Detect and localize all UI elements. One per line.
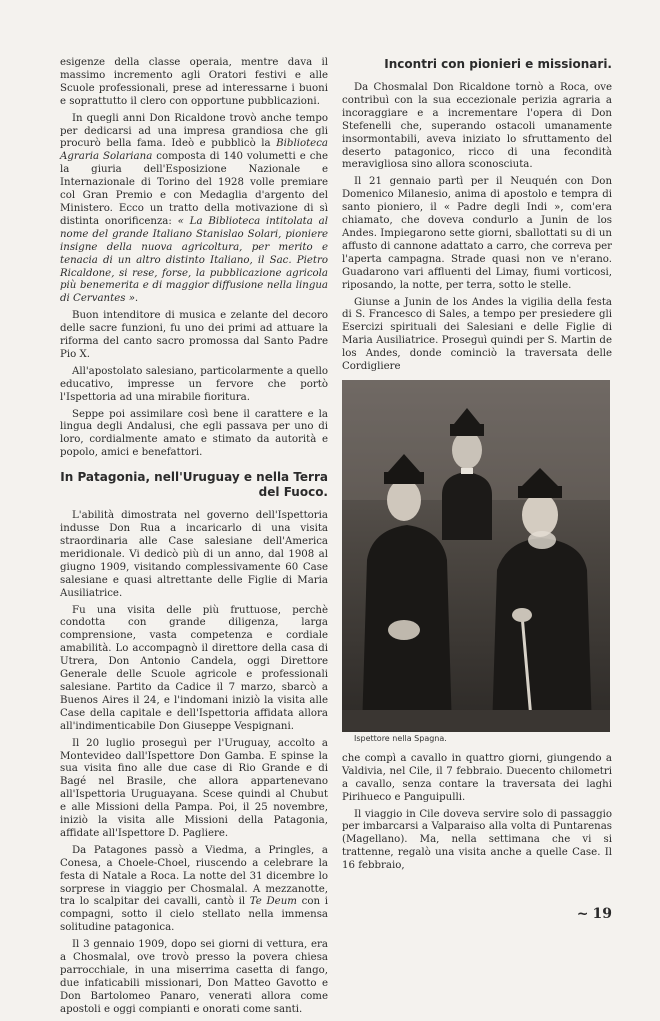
page-number [577,906,612,922]
paragraph: che compì a cavallo in quattro giorni, giungendo a Valdivia, nel Cile, il 7 febbraio. Duecento chilometri a cavallo, senza contare la traversata dei laghi Pirihueco e Panguipulli. [342,752,612,803]
paragraph: Il viaggio in Cile doveva servire solo di passaggio per imbarcarsi a Valparaiso alla volta di Puntarenas (Magellano). Ma, nella settimana che vi si trattenne, regalò una visita anche a quelle Case. Il 16 febbraio, [342,808,612,872]
paragraph: Il 20 luglio proseguì per l'Uruguay, accolto a Montevideo dall'Ispettore Don Gamba. E spinse la sua visita fino alle due case di Rio Grande e di Bagé nel Brasile, che allora appartenevano all'Ispettoria Uruguayana. Scese quindi al Chubut e alle Missioni della Pampa. Poi, il 25 novembre, iniziò la visita alle Missioni della Patagonia, affidate all'Ispettore D. Pagliere. [60,737,328,839]
page-number-ornament: ~ [576,906,589,922]
paragraph: Il 21 gennaio partì per il Neuquén con Don Domenico Milanesio, anima di apostolo e tempra di santo pioniero, il « Padre degli Indi », com'era chiamato, che doveva condurlo a Junin de los Andes. Impiegarono sette giorni, sballottati su di un affusto di cannone adattato a carro, che correva per l'aperta campagna. Strade quasi non ve n'erano. Guadarono vari affluenti del Limay, fiumi vorticosi, riposando, la notte, per terra, sotto le stelle. [342,176,612,291]
paragraph-biblioteca [60,113,328,307]
paragraph: Giunse a Junin de los Andes la vigilia della festa di S. Francesco di Sales, a tempo per presiedere gli Esercizi spirituali dei Salesiani e delle Figlie di Maria Ausiliatrice. Proseguì quindi per S. Martin de los Andes, donde cominciò la traversata delle Cordigliere [342,296,612,373]
paragraph: L'abilità dimostrata nel governo dell'Ispettoria indusse Don Rua a incaricarlo di una visita straordinaria alle Case salesiane dell'America meridionale. Vi dedicò più di un anno, dal 1908 al giugno 1909, visitando complessivamente 60 Case salesiane e quasi altrettante delle Figlie di Maria Ausiliatrice. [60,510,328,599]
paragraph-text: Da Patagones passò a Viedma, a Pringles, a Conesa, a Choele-Choel, riuscendo a celebrare la festa di Natale a Roca. La notte del 31 dicembre lo sorprese in viaggio per Chosmalal. A mezzanotte, tra lo scalpitar dei cavalli, cantò il [60,844,328,908]
section-heading-incontri: Incontri con pionieri e missionari. [384,57,612,71]
paragraph: Il 3 gennaio 1909, dopo sei giorni di vettura, era a Chosmalal, ove trovò presso la povera chiesa parrocchiale, in una miserrima casetta di fango, due infaticabili missionari, Don Matteo Gavotto e Don Bartolomeo Panaro, venerati allora come apostoli e oggi compianti e onorati come santi. [60,939,328,1015]
paragraph: Da Chosmalal Don Ricaldone tornò a Roca, ove contribuì con la sua eccezionale perizia agraria a incoraggiare e a incrementare l'opera di Don Stefenelli che, superando ostacoli umanamente insormontabili, aveva iniziato lo sfruttamento del deserto patagonico, ricco di una fecondità meravigliosa sino allora sconosciuta. [342,82,612,171]
page-number-value: 19 [592,906,612,922]
paragraph-text: composta di 140 volumetti e che la giuria dell'Esposizione Nazionale e Internazionale di Torino del 1928 volle premiare col Gran Premio e con Medaglia d'argento del Ministero. Ecco un tratto della motivazione di sì distinta onorificenza: [60,151,328,227]
photo-caption: Ispettore nella Spagna. [354,733,447,743]
section-heading-patagonia: In Patagonia, nell'Uruguay e nella Terra del Fuoco. [60,470,328,500]
paragraph-text: In quegli anni Don Ricaldone trovò anche tempo per dedicarsi ad una impresa grandiosa che gli procurò bella fama. Ideò e pubblicò la [60,112,328,150]
book-title: Biblioteca Agraria Solariana [60,138,328,163]
photo-illustration [342,380,610,732]
citation-quote: « La Biblioteca intitolata al nome del grande Italiano Stanislao Solari, pioniere insigne della nuova agricoltura, per merito e tenacia di un altro distinto Italiano, il Sac. Pietro Ricaldone, si rese, forse, la pubblicazione agricola più benemerita e di maggior diffusione nella lingua di Cervantes ». [60,215,328,305]
left-column [60,57,328,1021]
group-photo [342,380,610,732]
right-column [342,57,612,877]
paragraph: Fu una visita delle più fruttuose, perchè condotta con grande diligenza, larga comprensione, vasta competenza e cordiale amabilità. Lo accompagnò il direttore della casa di Utrera, Don Antonio Candela, oggi Direttore Generale delle Scuole agricole e professionali salesiane. Partito da Cadice il 7 marzo, sbarcò a Buenos Aires il 24, e l'indomani iniziò la visita alle Case della capitale e dell'Ispettoria affidata allora all'indimenticabile Don Giuseppe Vespignani. [60,604,328,732]
paragraph-text: con i compagni, sotto il cielo stellato nella immensa solitudine patagonica. [60,896,328,934]
te-deum-title: Te Deum [249,896,297,908]
paragraph: Buon intenditore di musica e zelante del decoro delle sacre funzioni, fu uno dei primi ad attuare la riforma del canto sacro promossa dal Santo Padre Pio X. [60,310,328,360]
paragraph: esigenze della classe operaia, mentre dava il massimo incremento agli Oratori festivi e alle Scuole professionali, prese ad interessarne i buoni e soprattutto il clero con opportune pubblicazioni. [60,57,328,107]
paragraph: All'apostolato salesiano, particolarmente a quello educativo, impresse un fervore che portò l'Ispettoria ad una mirabile fioritura. [60,365,328,403]
paragraph: Seppe poi assimilare così bene il carattere e la lingua degli Andalusi, che egli passava per uno di loro, cordialmente amato e stimato da autorità e popolo, amici e benefattori. [60,408,328,459]
paragraph-te-deum [60,845,328,935]
